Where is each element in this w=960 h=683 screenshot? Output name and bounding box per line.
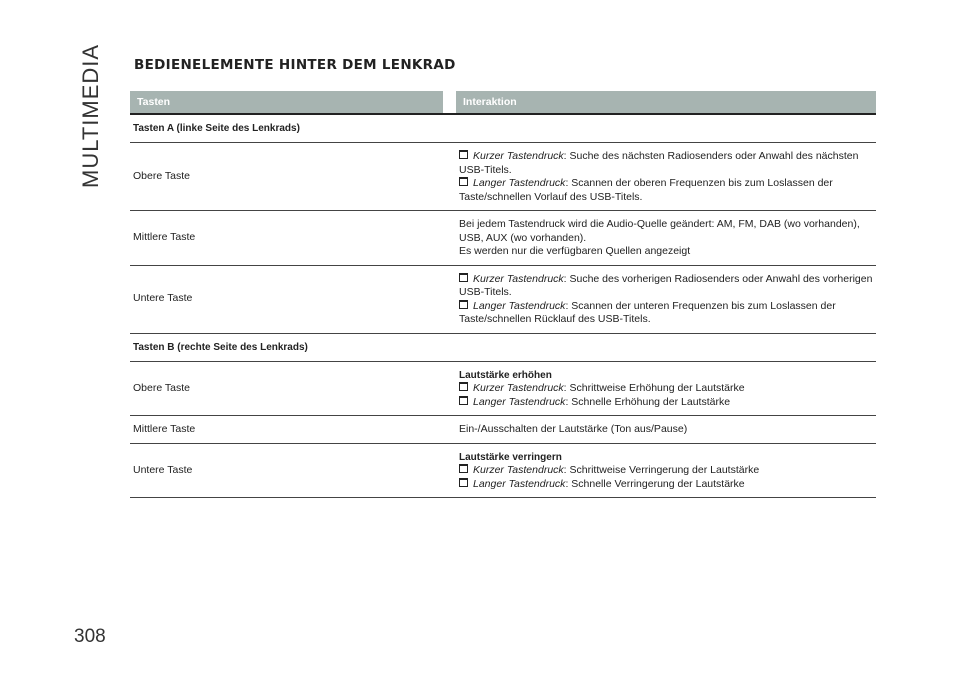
checkbox-bullet-icon [459, 382, 468, 391]
bullet-item [459, 300, 876, 327]
press-description: : Schnelle Erhöhung der Lautstärke [565, 395, 731, 408]
chapter-label: MULTIMEDIA [78, 43, 103, 188]
table-row [130, 444, 876, 499]
press-description: : Schnelle Verringerung der Lautstärke [565, 477, 745, 490]
press-type: Langer Tastendruck [473, 477, 566, 490]
press-type: Kurzer Tastendruck [473, 272, 564, 285]
controls-table [130, 91, 876, 498]
section-title: Tasten A (linke Seite des Lenkrads) [130, 115, 876, 143]
interaction-line: Es werden nur die verfügbaren Quellen angezeigt [459, 245, 691, 257]
checkbox-bullet-icon [459, 464, 468, 473]
bullet-item [459, 396, 876, 410]
bullet-item [459, 382, 876, 396]
key-name: Untere Taste [133, 292, 193, 305]
key-name: Mittlere Taste [133, 231, 196, 243]
press-description: : Scannen der unteren Frequenzen bis zum Loslassen der Taste/schnellen Rücklauf des USB-Titels. [459, 299, 836, 325]
section-title: Tasten B (rechte Seite des Lenkrads) [130, 334, 876, 362]
page-title: BEDIENELEMENTE HINTER DEM LENKRAD [134, 57, 456, 73]
bullet-item [459, 177, 876, 204]
checkbox-bullet-icon [459, 300, 468, 309]
press-type: Langer Tastendruck [473, 395, 566, 408]
interaction-line: Bei jedem Tastendruck wird die Audio-Quelle geändert: AM, FM, DAB (wo vorhanden), USB, AUX (wo vorhanden). [459, 218, 860, 244]
bullet-item [459, 478, 876, 492]
table-row [130, 211, 876, 266]
bullet-item [459, 464, 876, 478]
press-type: Langer Tastendruck [473, 299, 566, 312]
checkbox-bullet-icon [459, 150, 468, 159]
key-name: Untere Taste [133, 463, 193, 476]
table-header [130, 91, 876, 115]
press-description: : Suche des vorherigen Radiosenders oder Anwahl des vorherigen USB-Titels. [459, 272, 873, 298]
interaction-cell [459, 444, 876, 498]
press-description: : Suche des nächsten Radiosenders oder Anwahl des nächsten USB-Titels. [459, 150, 859, 176]
checkbox-bullet-icon [459, 177, 468, 186]
press-type: Kurzer Tastendruck [473, 382, 564, 394]
interaction-subtitle: Lautstärke erhöhen [459, 369, 552, 381]
key-name: Obere Taste [133, 169, 191, 182]
checkbox-bullet-icon [459, 396, 468, 405]
header-tasten: Tasten [130, 91, 443, 113]
press-description: : Schrittweise Erhöhung der Lautstärke [563, 382, 745, 394]
press-type: Langer Tastendruck [473, 177, 566, 189]
key-name: Obere Taste [133, 381, 191, 394]
checkbox-bullet-icon [459, 478, 468, 487]
press-description: : Scannen der oberen Frequenzen bis zum Loslassen der Taste/schnellen Vorlauf des USB-Titels. [459, 177, 833, 203]
key-name: Mittlere Taste [133, 422, 196, 435]
table-row [130, 143, 876, 211]
page-number: 308 [74, 626, 106, 647]
bullet-item [459, 150, 876, 177]
interaction-cell [459, 211, 876, 265]
press-type: Kurzer Tastendruck [473, 464, 564, 476]
table-row [130, 416, 876, 444]
checkbox-bullet-icon [459, 273, 468, 282]
press-description: : Schrittweise Verringerung der Lautstärke [563, 464, 760, 476]
interaction-subtitle: Lautstärke verringern [459, 451, 562, 463]
interaction-cell [459, 416, 876, 443]
interaction-line: Ein-/Ausschalten der Lautstärke (Ton aus/Pause) [459, 423, 688, 435]
interaction-cell [459, 143, 876, 210]
table-row [130, 362, 876, 417]
header-interaktion: Interaktion [456, 91, 876, 113]
interaction-cell [459, 362, 876, 416]
press-type: Kurzer Tastendruck [473, 150, 564, 162]
table-row [130, 266, 876, 334]
bullet-item [459, 273, 876, 300]
interaction-cell [459, 266, 876, 333]
